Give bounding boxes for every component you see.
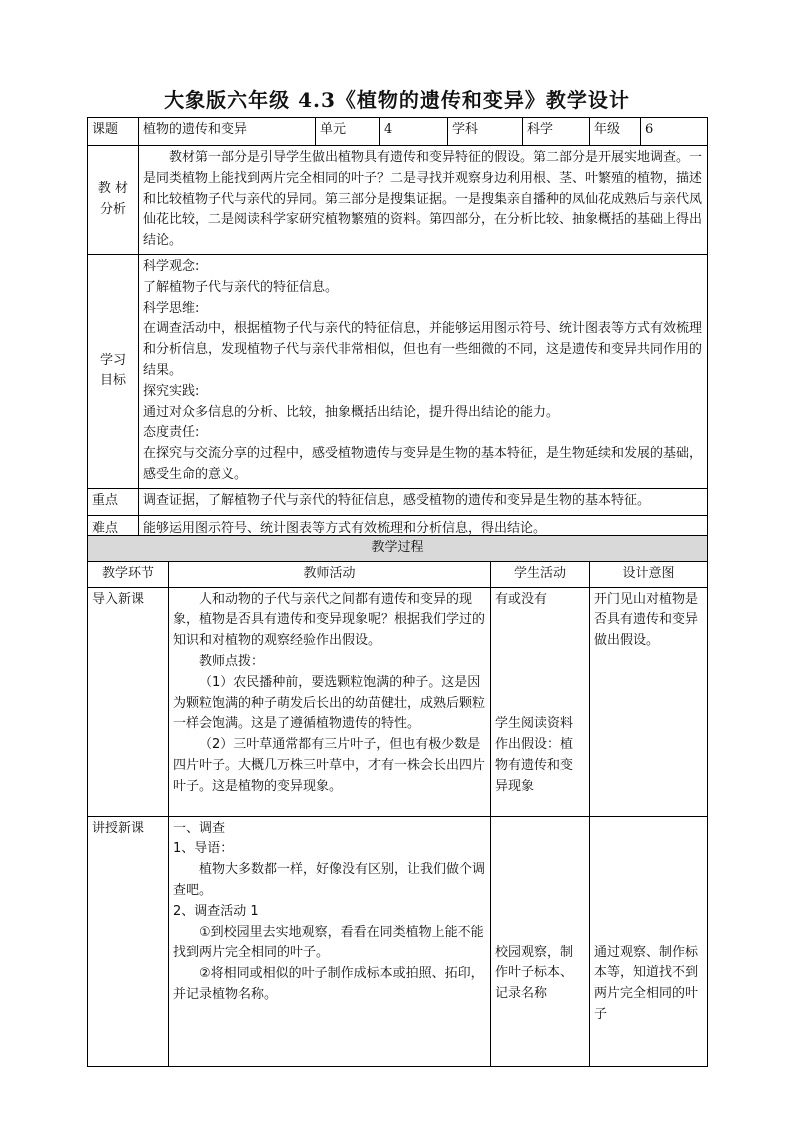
col-design: 设计意图 xyxy=(590,561,708,587)
unit-value: 4 xyxy=(380,118,448,146)
intro-student xyxy=(491,587,590,816)
intro-teacher-line: 人和动物的子代与亲代之间都有遗传和变异的现象，植物是否具有遗传和变异现象呢？根据我们学过的知识和对植物的观察经验作出假设。 xyxy=(173,591,486,649)
key-text: 调查证据，了解植物子代与亲代的特征信息，感受植物的遗传和变异是生物的基本特征。 xyxy=(139,488,708,515)
goal-line: 探究实践: xyxy=(143,383,200,399)
col-stage: 教学环节 xyxy=(88,561,169,587)
page-title: 大象版六年级 4.3《植物的遗传和变异》教学设计 xyxy=(164,88,630,112)
lesson-teacher-line: 2、调查活动 1 xyxy=(173,903,259,919)
goals-text xyxy=(139,254,708,488)
goal-line: 态度责任: xyxy=(143,425,200,441)
key-label: 重点 xyxy=(88,488,139,515)
topic-label: 课题 xyxy=(88,118,139,146)
intro-stage: 导入新课 xyxy=(88,587,169,816)
intro-teacher-line: （1）农民播种前，要选颗粒饱满的种子。这是因为颗粒饱满的种子萌发后长出的幼苗健壮，成熟后颗粒一样会饱满。这是了遵循植物遗传的特性。 xyxy=(173,674,486,732)
lesson-teacher-line: 植物大多数都一样，好像没有区别，让我们做个调查吧。 xyxy=(173,862,486,898)
lesson-teacher-line: 一、调查 xyxy=(173,820,226,836)
col-teacher: 教师活动 xyxy=(169,561,491,587)
subject-value: 科学 xyxy=(523,118,590,146)
lesson-design-line: 通过观察、制作标本等，知道找不到两片完全相同的叶子 xyxy=(594,944,699,1022)
intro-student-line: 学生阅读资料作出假设：植物有遗传和变异现象 xyxy=(495,716,574,794)
lesson-teacher-line: ①到校园里去实地观察，看看在同类植物上能不能找到两片完全相同的叶子。 xyxy=(173,924,484,961)
goals-label: 学习 目标 xyxy=(88,254,139,488)
topic-value: 植物的遗传和变异 xyxy=(139,118,316,146)
analysis-label: 教 材 分析 xyxy=(88,146,139,255)
goal-line: 了解植物子代与亲代的特征信息。 xyxy=(143,279,339,295)
subject-label: 学科 xyxy=(448,118,523,146)
intro-teacher-line: （2）三叶草通常都有三片叶子，但也有极少数是四片叶子。大概几万株三叶草中，才有一株会长出四片叶子。这是植物的变异现象。 xyxy=(173,737,486,794)
unit-label: 单元 xyxy=(316,118,380,146)
goal-line: 科学思维: xyxy=(143,300,200,316)
goal-line: 科学观念: xyxy=(143,258,200,274)
intro-design: 开门见山对植物是否具有遗传和变异做出假设。 xyxy=(590,587,708,816)
lesson-teacher xyxy=(169,816,491,1066)
grade-value: 6 xyxy=(641,118,708,146)
col-student: 学生活动 xyxy=(491,561,590,587)
analysis-text: 教材第一部分是引导学生做出植物具有遗传和变异特征的假设。第二部分是开展实地调查。一是同类植物上能找到两片完全相同的叶子？二是寻找并观察身边利用根、茎、叶繁殖的植物，描述和比较植物子代与亲代的异同。第三部分是搜集证据。一是搜集亲自播种的凤仙花成熟后与亲代凤仙花比较，二是阅读科学家研究植物繁殖的资料。第四部分，在分析比较、抽象概括的基础上得出结论。 xyxy=(139,146,708,255)
lesson-teacher-line: ②将相同或相似的叶子制作成标本或拍照、拓印，并记录植物名称。 xyxy=(173,966,484,1002)
process-table xyxy=(87,535,708,1067)
grade-label: 年级 xyxy=(590,118,641,146)
intro-teacher xyxy=(169,587,491,816)
goal-line: 在探究与交流分享的过程中，感受植物遗传与变异是生物的基本特征，是生物延续和发展的基础，感受生命的意义。 xyxy=(143,446,703,482)
goal-line: 通过对众多信息的分析、比较，抽象概括出结论，提升得出结论的能力。 xyxy=(143,404,560,420)
difficulty-label: 难点 xyxy=(88,515,139,543)
lesson-teacher-line: 1、导语： xyxy=(173,841,234,857)
intro-student-line: 有或没有 xyxy=(495,591,548,607)
lesson-design xyxy=(590,816,708,1066)
lesson-stage: 讲授新课 xyxy=(88,816,169,1066)
lesson-student-line: 校园观察，制作叶子标本、记录名称 xyxy=(495,944,574,1002)
info-table xyxy=(87,117,708,544)
lesson-student xyxy=(491,816,590,1066)
goal-line: 在调查活动中，根据植物子代与亲代的特征信息，并能够运用图示符号、统计图表等方式有效梳理和分析信息，发现植物子代与亲代非常相似，但也有一些细微的不同，这是遗传和变异共同作用的结果。 xyxy=(143,321,703,378)
intro-teacher-line: 教师点拨： xyxy=(199,653,265,669)
process-header: 教学过程 xyxy=(88,536,708,562)
difficulty-text: 能够运用图示符号、统计图表等方式有效梳理和分析信息，得出结论。 xyxy=(139,515,708,543)
